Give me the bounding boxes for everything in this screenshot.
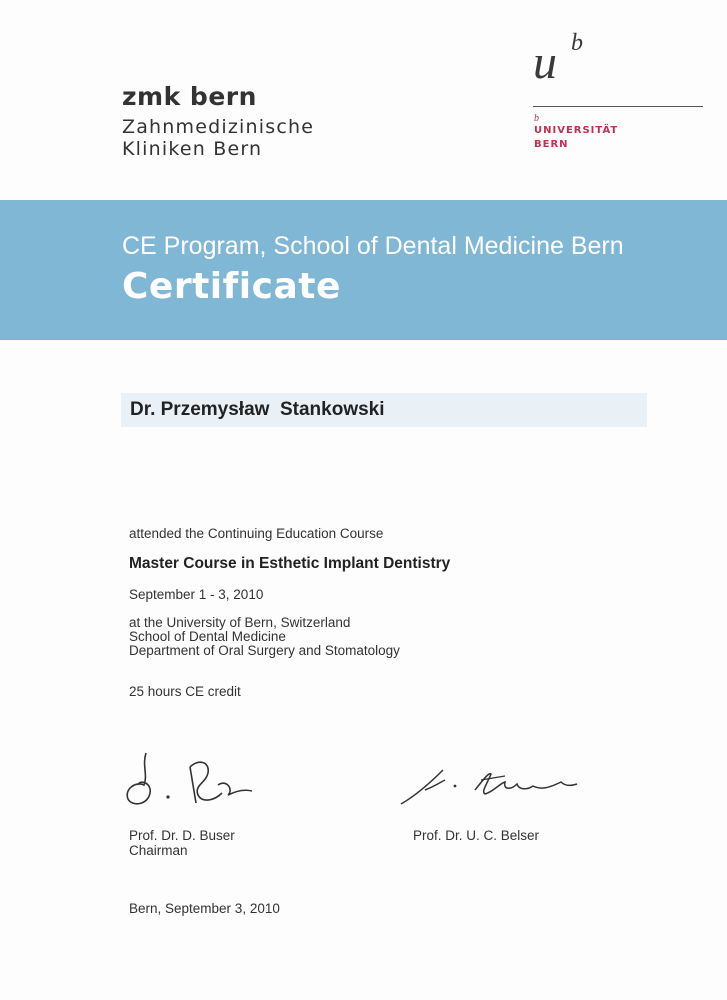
org-short-name: zmk bern bbox=[122, 82, 257, 111]
svg-text:u: u bbox=[533, 36, 557, 86]
logo-divider bbox=[533, 106, 703, 107]
course-dates: September 1 - 3, 2010 bbox=[129, 587, 264, 602]
org-name-line1: Zahnmedizinische bbox=[122, 116, 315, 138]
signatory-1-role: Chairman bbox=[129, 843, 188, 858]
program-subtitle: CE Program, School of Dental Medicine Bern bbox=[122, 232, 624, 260]
signature-belser bbox=[395, 760, 585, 810]
place-and-date: Bern, September 3, 2010 bbox=[129, 901, 280, 916]
recipient-name: Dr. Przemysław Stankowski bbox=[130, 399, 385, 420]
logo-small-b: b bbox=[534, 113, 539, 124]
signature-buser bbox=[118, 745, 268, 815]
location-line1: at the University of Bern, Switzerland bbox=[129, 615, 351, 630]
svg-text:b: b bbox=[571, 30, 583, 56]
university-name-line2: BERN bbox=[534, 139, 569, 150]
title-banner bbox=[0, 200, 727, 340]
location-line2: School of Dental Medicine bbox=[129, 629, 286, 644]
signatory-2-name: Prof. Dr. U. C. Belser bbox=[413, 828, 540, 843]
university-logo bbox=[533, 28, 593, 86]
org-name-line2: Kliniken Bern bbox=[122, 138, 263, 160]
certificate-title: Certificate bbox=[122, 266, 341, 307]
signatory-1-name: Prof. Dr. D. Buser bbox=[129, 828, 235, 843]
ce-credit: 25 hours CE credit bbox=[129, 684, 241, 699]
location-line3: Department of Oral Surgery and Stomatology bbox=[129, 643, 400, 658]
attended-text: attended the Continuing Education Course bbox=[129, 526, 384, 541]
course-title: Master Course in Esthetic Implant Dentistry bbox=[129, 555, 451, 572]
university-name-line1: UNIVERSITÄT bbox=[534, 125, 619, 136]
